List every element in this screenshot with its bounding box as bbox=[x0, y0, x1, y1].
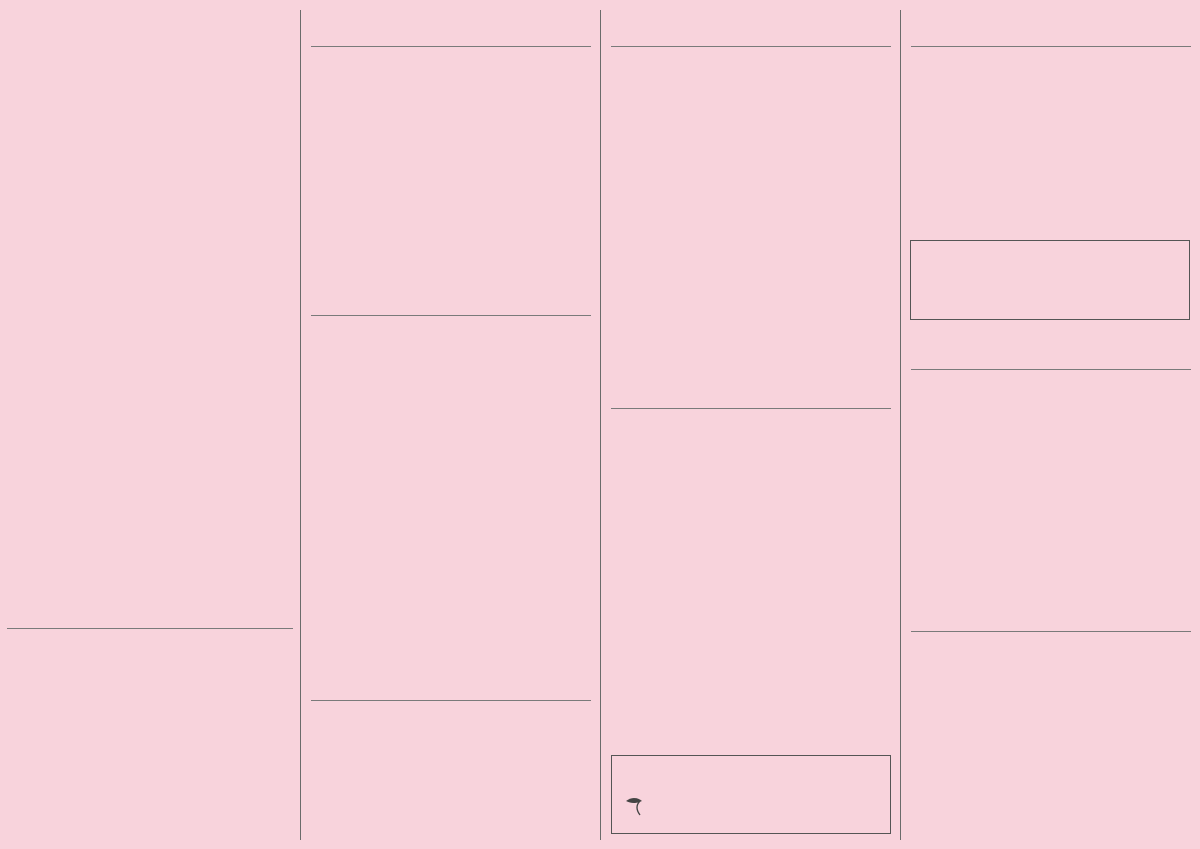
menu-item bbox=[7, 553, 287, 555]
section-rule bbox=[911, 631, 1191, 632]
price-row bbox=[13, 721, 287, 733]
price-row bbox=[13, 684, 287, 696]
menu-item bbox=[7, 502, 287, 504]
section-rule bbox=[7, 628, 293, 629]
price-row bbox=[13, 671, 287, 683]
price-row bbox=[13, 634, 287, 646]
menu-item bbox=[7, 338, 287, 340]
price-row bbox=[13, 659, 287, 671]
breakfast-sandwich-list bbox=[13, 634, 287, 758]
price-row bbox=[13, 696, 287, 708]
section-rule bbox=[611, 46, 891, 47]
menu-item bbox=[7, 251, 287, 253]
column-separator bbox=[900, 10, 901, 840]
menu-item bbox=[7, 150, 287, 152]
price-row bbox=[13, 708, 287, 720]
menu-item bbox=[7, 452, 287, 454]
price-row bbox=[13, 733, 287, 745]
extras-items bbox=[13, 696, 287, 758]
column-separator bbox=[300, 10, 301, 840]
section-rule bbox=[311, 700, 591, 701]
section-rule bbox=[911, 369, 1191, 370]
todays-soup-box bbox=[910, 240, 1190, 320]
price-row bbox=[13, 646, 287, 658]
menu-item bbox=[7, 74, 287, 76]
price-row bbox=[13, 746, 287, 758]
section-rule bbox=[911, 46, 1191, 47]
restaurant-logo bbox=[611, 755, 891, 834]
section-rule bbox=[311, 46, 591, 47]
section-rule bbox=[311, 315, 591, 316]
column-separator bbox=[600, 10, 601, 840]
sandwich-items bbox=[13, 634, 287, 696]
rosies-logo-icon bbox=[620, 759, 690, 829]
menu-item bbox=[7, 200, 287, 202]
section-rule bbox=[611, 408, 891, 409]
menu-item bbox=[7, 402, 287, 404]
